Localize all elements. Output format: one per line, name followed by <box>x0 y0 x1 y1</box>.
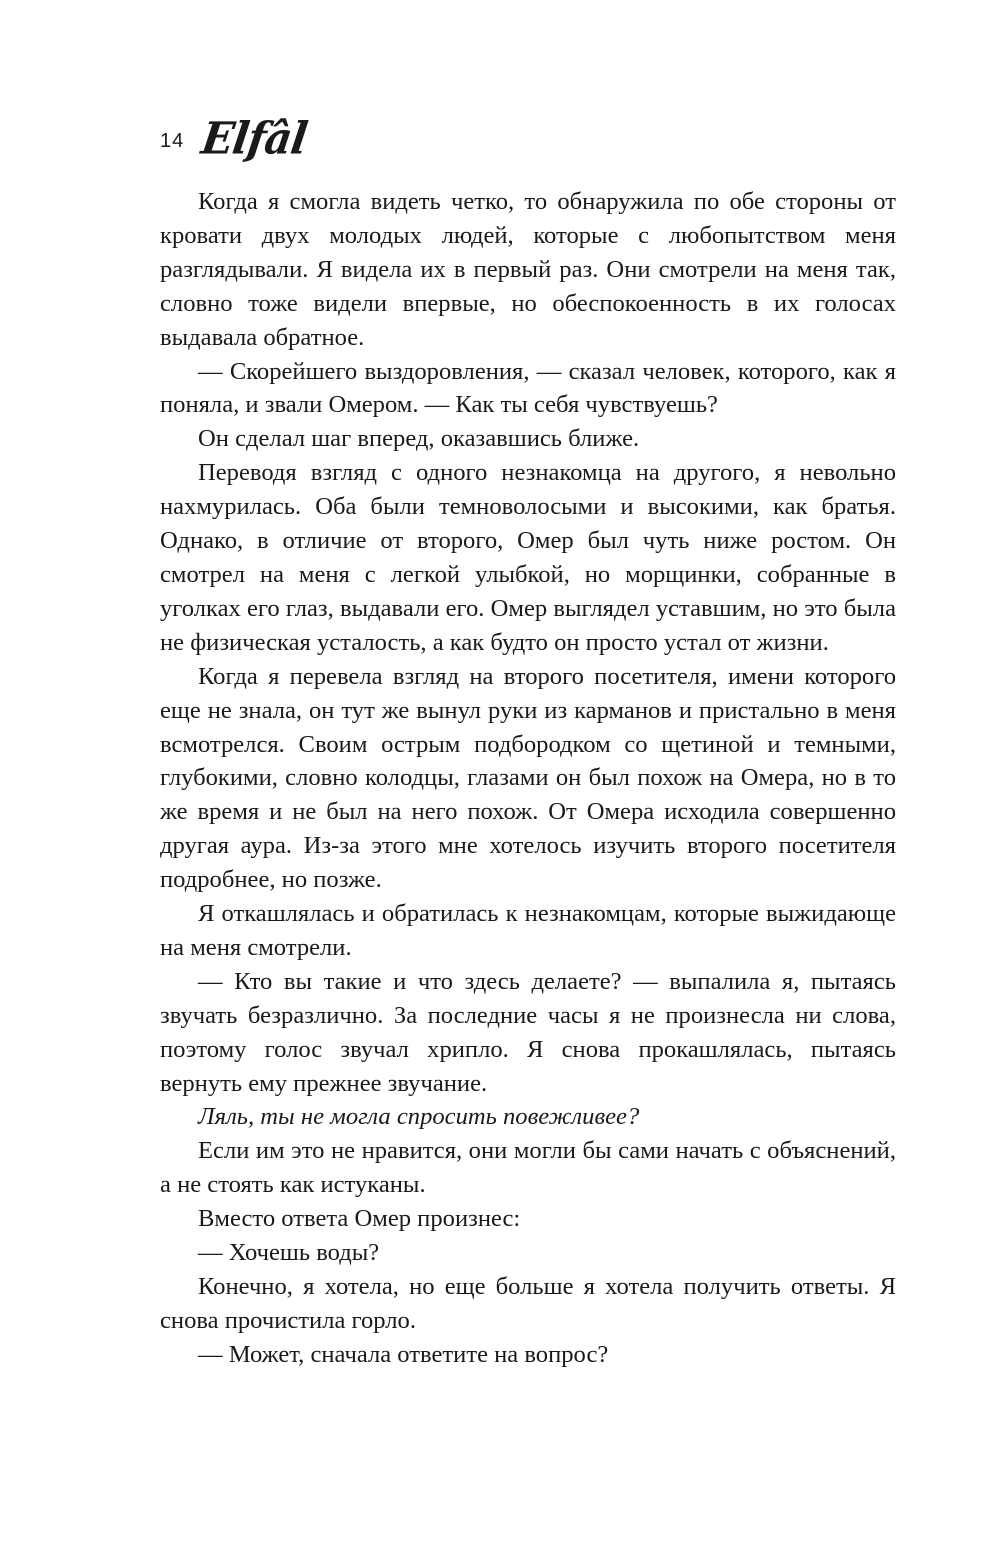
paragraph: Вместо ответа Омер произнес: <box>198 1205 521 1233</box>
paragraph: — Кто вы такие и что здесь делаете? — выпалила я, пытаясь звучать безразлично. За последние часы я не произнесла ни слова, поэтому голос звучал хрипло. Я снова прокашлялась, пытаясь вернуть ему прежнее звучание. <box>160 967 896 1097</box>
paragraph-italic: Ляль, ты не могла спросить повежливее? <box>198 1103 640 1131</box>
paragraph: Если им это не нравится, они могли бы сами начать с объяснений, а не стоять как истуканы. <box>160 1137 896 1199</box>
paragraph: — Хочешь воды? <box>198 1239 380 1267</box>
paragraph: Когда я перевела взгляд на второго посетителя, имени которого еще не знала, он тут же вынул руки из карманов и пристально в меня всмотрелся. Своим острым подбородком со щетиной и темными, глубокими, словно колодцы, глазами он был похож на Омера, но в то же время и не был на него похож. От Омера исходила совершенно другая аура. Из-за этого мне хотелось изучить второго посетителя подробнее, но позже. <box>160 662 896 894</box>
running-title: Elfâl <box>198 112 311 164</box>
page-header <box>160 108 311 168</box>
paragraph: Он сделал шаг вперед, оказавшись ближе. <box>198 425 640 453</box>
page-number: 14 <box>160 129 185 152</box>
paragraph: Конечно, я хотела, но еще больше я хотела получить ответы. Я снова прочистила горло. <box>160 1273 896 1334</box>
paragraph: — Может, сначала ответите на вопрос? <box>198 1340 609 1368</box>
paragraph: Когда я смогла видеть четко, то обнаружила по обе стороны от кровати двух молодых людей, которые с любопытством меня разглядывали. Я видела их в первый раз. Они смотрели на меня так, словно тоже видели впервые, но обеспокоенность в их голосах выдавала обратное. <box>160 188 896 351</box>
paragraph: — Скорейшего выздоровления, — сказал человек, которого, как я поняла, и звали Омером. — Как ты себя чувствуешь? <box>160 357 896 419</box>
paragraph: Я откашлялась и обратилась к незнакомцам, которые выжидающе на меня смотрели. <box>160 900 896 961</box>
body-text <box>160 185 896 1372</box>
paragraph: Переводя взгляд с одного незнакомца на другого, я невольно нахмурилась. Оба были темноволосыми и высокими, как братья. Однако, в отличие от второго, Омер был чуть ниже ростом. Он смотрел на меня с легкой улыбкой, но морщинки, собранные в уголках его глаз, выдавали его. Омер выглядел уставшим, но это была не физическая усталость, а как будто он просто устал от жизни. <box>160 459 896 656</box>
